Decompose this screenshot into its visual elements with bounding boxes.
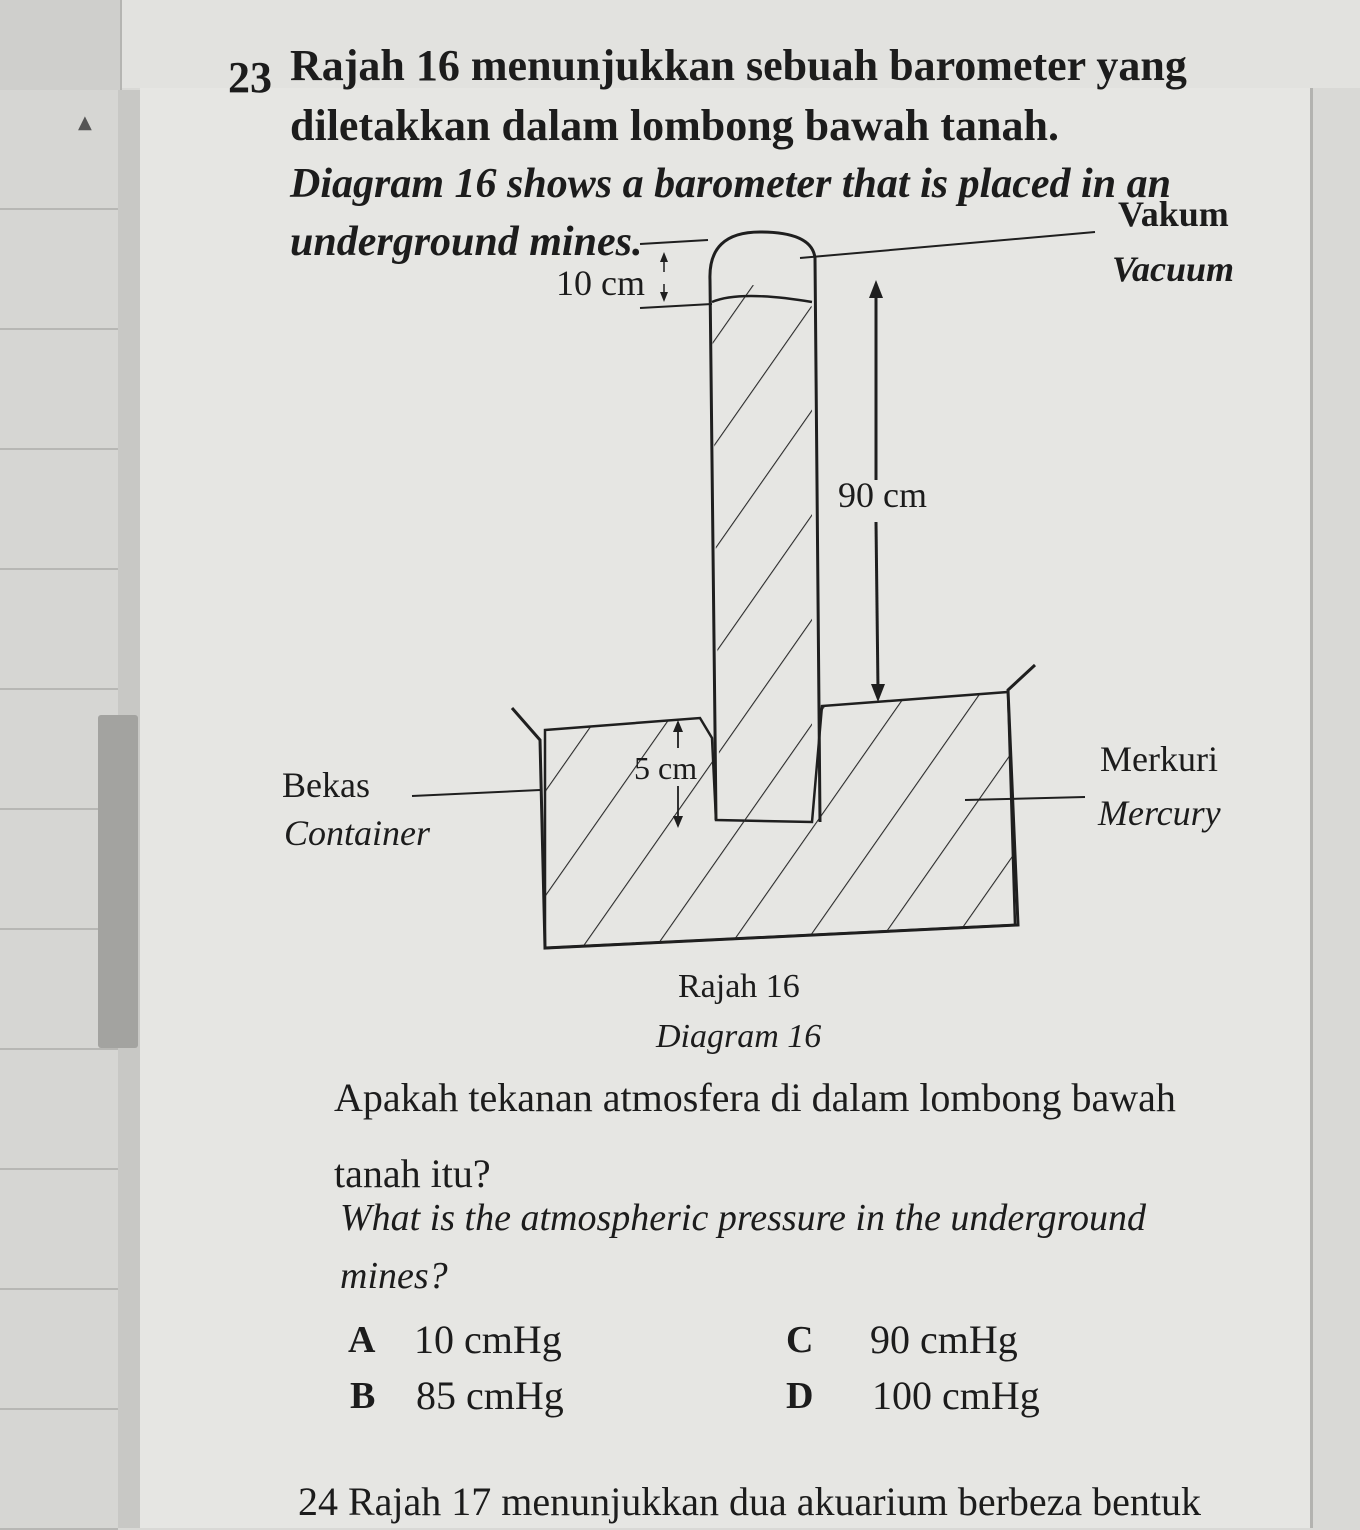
vacuum-label-english: Vacuum <box>1112 249 1235 289</box>
column-height-label: 90 cm <box>838 475 927 515</box>
question-english-line1: Diagram 16 shows a barometer that is placed in an <box>290 161 1171 207</box>
question-malay-line2: diletakkan dalam lombong bawah tanah. <box>290 101 1059 150</box>
prompt-english-line2: mines? <box>340 1255 448 1297</box>
mercury-column <box>712 285 812 822</box>
container-leader <box>412 790 540 796</box>
diagram-caption-english: Diagram 16 <box>656 1018 822 1055</box>
container-label-english: Container <box>284 813 431 853</box>
question-number: 23 <box>228 53 272 102</box>
question-malay-line1: Rajah 16 menunjukkan sebuah barometer yang <box>290 41 1187 90</box>
vacuum-label-malay: Vakum <box>1118 194 1229 234</box>
next-question-text: 24 Rajah 17 menunjukkan dua akuarium berbeza bentuk <box>298 1479 1202 1524</box>
depth-label: 5 cm <box>634 750 698 786</box>
prompt-malay-line2: tanah itu? <box>334 1151 491 1196</box>
prompt-malay-line1: Apakah tekanan atmosfera di dalam lombong bawah <box>334 1075 1176 1120</box>
option-b-letter[interactable]: B <box>350 1375 376 1417</box>
option-d-letter[interactable]: D <box>786 1375 814 1417</box>
prompt-english-line1: What is the atmospheric pressure in the underground <box>340 1197 1147 1239</box>
option-c-letter[interactable]: C <box>786 1319 814 1361</box>
vacuum-leader <box>800 232 1095 258</box>
option-c-value[interactable]: 90 cmHg <box>870 1317 1018 1362</box>
container-label-malay: Bekas <box>282 765 370 805</box>
mercury-label-english: Mercury <box>1098 793 1221 833</box>
top-gap-label: 10 cm <box>556 263 645 303</box>
mercury-label-malay: Merkuri <box>1100 739 1218 779</box>
question-english-line2: underground mines. <box>290 219 643 265</box>
option-d-value[interactable]: 100 cmHg <box>872 1373 1040 1418</box>
option-a-value[interactable]: 10 cmHg <box>414 1317 562 1362</box>
diagram-caption-malay: Rajah 16 <box>678 968 800 1005</box>
option-a-letter[interactable]: A <box>348 1319 376 1361</box>
scroll-up-arrow-icon[interactable]: ▲ <box>78 112 92 133</box>
option-b-value[interactable]: 85 cmHg <box>416 1373 564 1418</box>
